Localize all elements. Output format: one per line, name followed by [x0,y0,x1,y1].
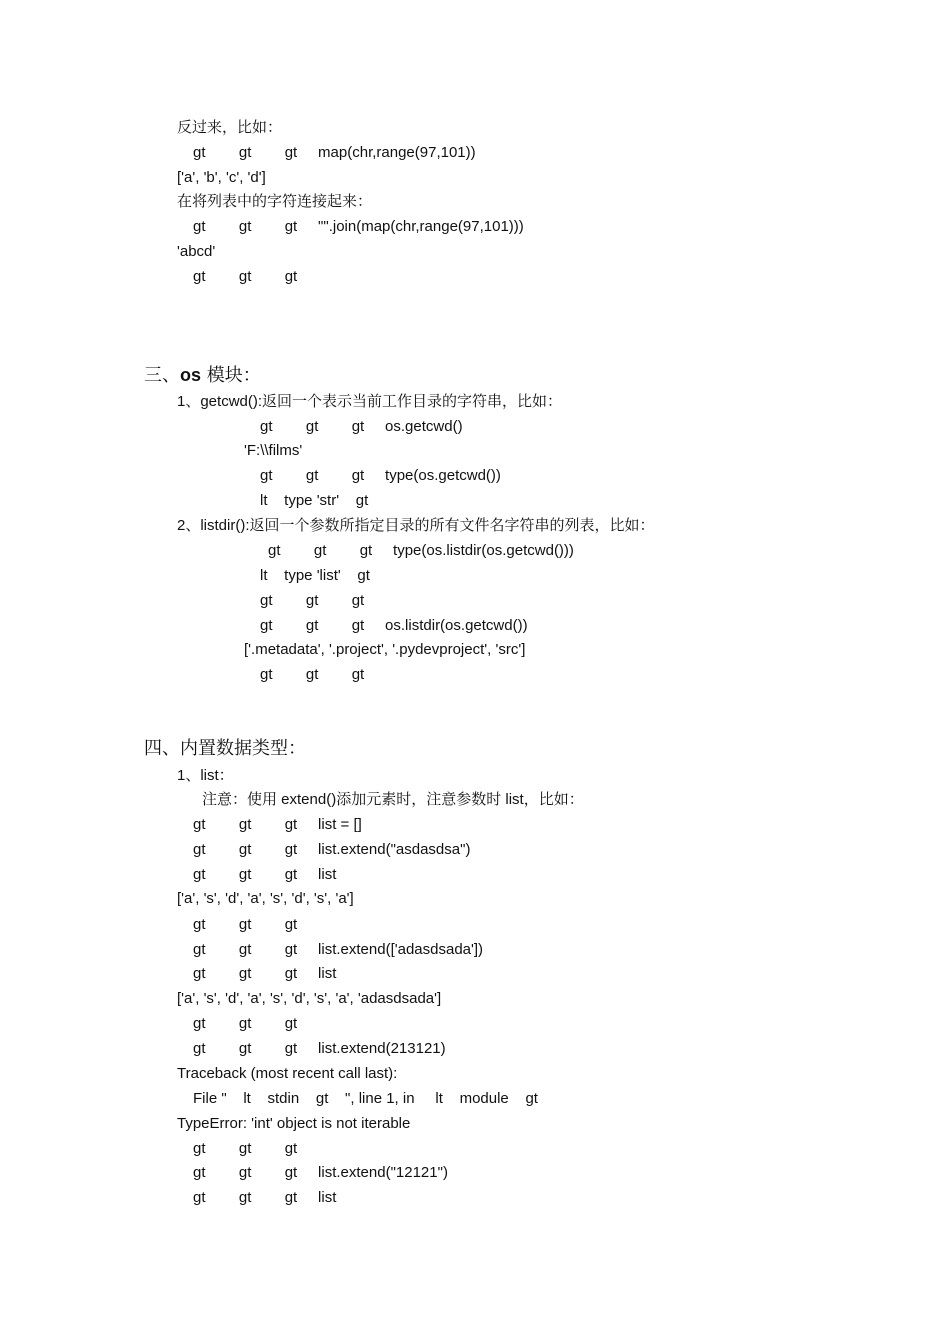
code-line: gt gt gt map(chr,range(97,101)) [193,144,476,161]
code-line: gt gt gt list [193,866,337,883]
code-line: gt gt gt "".join(map(chr,range(97,101))) [193,218,524,235]
note-line: 注意：使用 extend()添加元素时，注意参数时 list，比如： [202,791,584,808]
error-line: TypeError: 'int' object is not iterable [177,1115,411,1132]
output-line: 'F:\\films' [244,442,303,459]
code-line: gt gt gt list.extend("asdasdsa") [193,841,471,858]
output-line: lt type 'list' gt [260,567,370,584]
heading-bold-term: os [180,365,202,385]
code-line: gt gt gt [260,592,365,609]
code-line: gt gt gt type(os.getcwd()) [260,467,501,484]
traceback-line: File " lt stdin gt ", line 1, in lt module gt [193,1090,538,1107]
list-item-list: 1、list： [177,767,234,784]
code-line: gt gt gt [193,1015,298,1032]
code-line: gt gt gt list.extend(['adasdsada']) [193,941,484,958]
heading-prefix: 三、 [144,365,180,386]
code-line: gt gt gt [193,1140,298,1157]
list-item-getcwd: 1、getcwd():返回一个表示当前工作目录的字符串，比如： [177,393,563,410]
code-line: gt gt gt list = [] [193,816,362,833]
code-line: gt gt gt [260,666,365,683]
output-line: ['.metadata', '.project', '.pydevproject', 'src'] [244,641,526,658]
output-line: ['a', 'b', 'c', 'd'] [177,169,266,186]
code-line: gt gt gt type(os.listdir(os.getcwd())) [268,542,574,559]
heading-suffix: 模块： [201,365,261,386]
section-heading-os [144,363,261,388]
output-line: lt type 'str' gt [260,492,369,509]
output-line: ['a', 's', 'd', 'a', 's', 'd', 's', 'a'] [177,890,354,907]
text-line: 在将列表中的字符连接起来： [177,193,373,210]
output-line: ['a', 's', 'd', 'a', 's', 'd', 's', 'a', 'adasdsada'] [177,990,442,1007]
code-line: gt gt gt [193,916,298,933]
code-line: gt gt gt list [193,1189,337,1206]
section-heading-builtin-types: 四、内置数据类型： [144,738,306,759]
code-line: gt gt gt list.extend("12121") [193,1164,448,1181]
code-line: gt gt gt os.listdir(os.getcwd()) [260,617,528,634]
code-line: gt gt gt list [193,965,337,982]
list-item-listdir: 2、listdir():返回一个参数所指定目录的所有文件名字符串的列表，比如： [177,517,655,534]
output-line: 'abcd' [177,243,216,260]
code-line: gt gt gt list.extend(213121) [193,1040,446,1057]
code-line: gt gt gt os.getcwd() [260,418,463,435]
text-line: 反过来，比如： [177,119,283,136]
code-line: gt gt gt [193,268,298,285]
traceback-line: Traceback (most recent call last): [177,1065,398,1082]
